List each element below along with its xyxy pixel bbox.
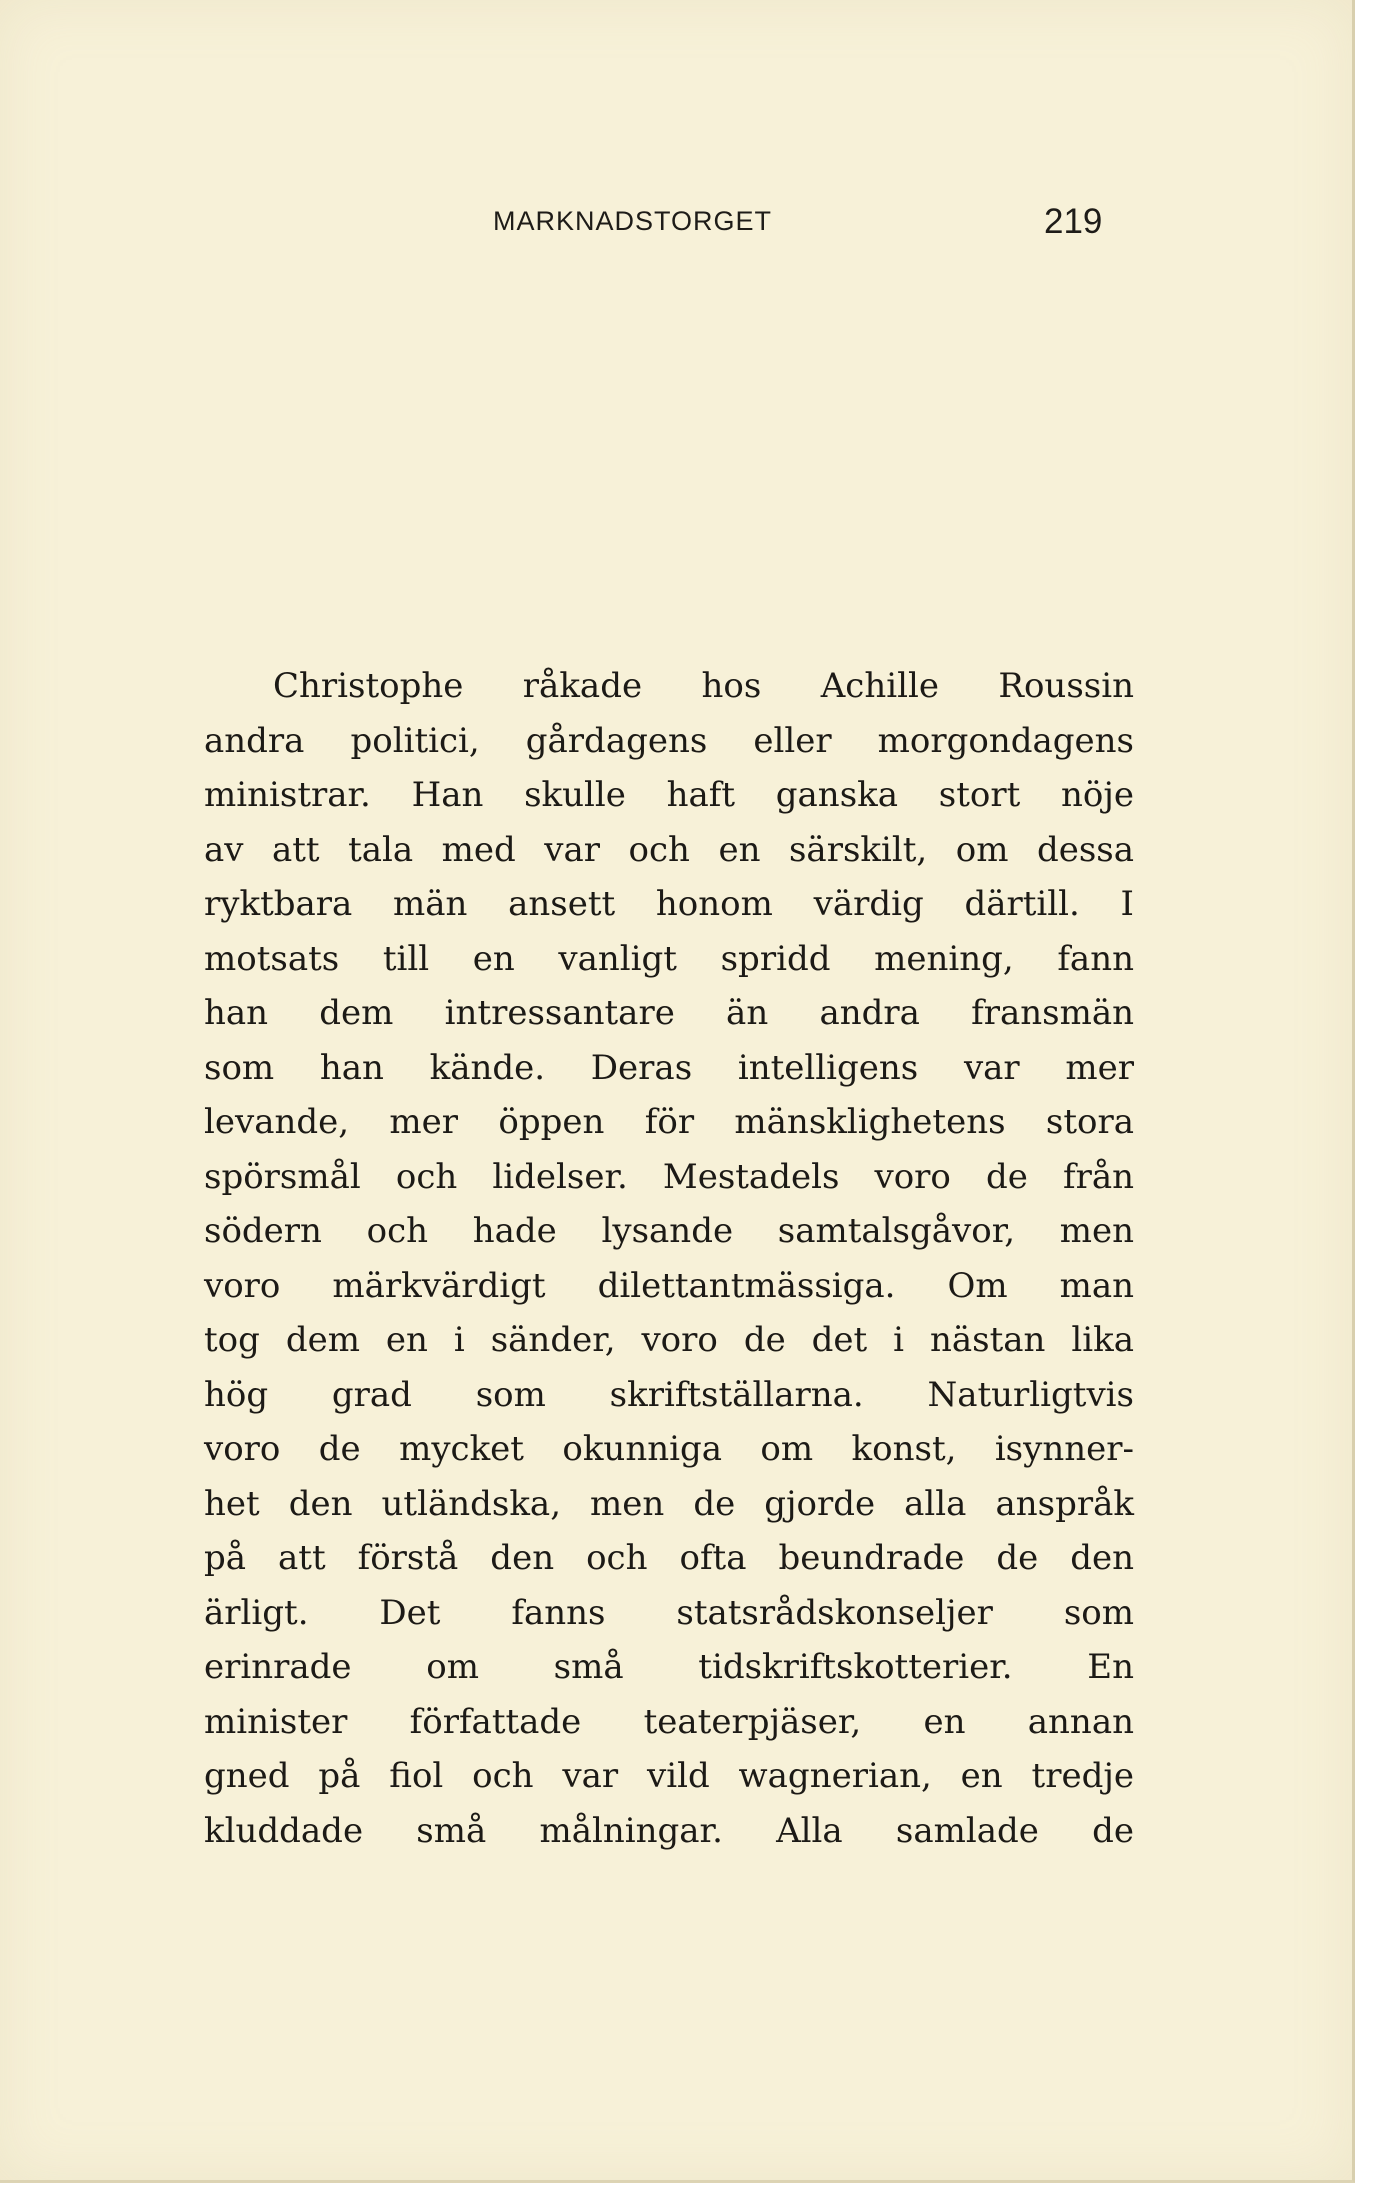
text-line: på att förstå den och ofta beundrade de den: [204, 1538, 1134, 1578]
body-paragraph: [204, 659, 1134, 1858]
text-line: voro märkvärdigt dilettantmässiga. Om man: [204, 1265, 1134, 1306]
text-line: erinrade om små tidskriftskotterier. En: [204, 1647, 1134, 1687]
text-line: motsats till en vanligt spridd mening, fann: [204, 938, 1134, 979]
text-line: het den utländska, men de gjorde alla anspråk: [204, 1483, 1134, 1524]
text-line: han dem intressantare än andra fransmän: [204, 993, 1134, 1033]
text-line: spörsmål och lidelser. Mestadels voro de från: [204, 1156, 1134, 1197]
text-line: andra politici, gårdagens eller morgondagens: [204, 720, 1134, 761]
text-line: Christophe råkade hos Achille Roussin: [273, 666, 1134, 706]
text-line: av att tala med var och en särskilt, om dessa: [204, 829, 1134, 870]
text-line: tog dem en i sänder, voro de det i nästan lika: [204, 1320, 1134, 1360]
text-line: som han kände. Deras intelligens var mer: [204, 1047, 1134, 1088]
running-head: MARKNADSTORGET: [493, 206, 773, 236]
text-line: voro de mycket okunniga om konst, isynner-: [204, 1429, 1134, 1469]
text-line: ärligt. Det fanns statsrådskonseljer som: [204, 1592, 1134, 1633]
text-line: ministrar. Han skulle haft ganska stort nöje: [204, 775, 1134, 815]
text-line: levande, mer öppen för mänsklighetens stora: [204, 1102, 1134, 1142]
text-line: hög grad som skriftställarna. Naturligtvis: [204, 1374, 1134, 1415]
text-line: södern och hade lysande samtalsgåvor, men: [204, 1211, 1134, 1251]
page-number: 219: [1044, 202, 1103, 241]
text-line: ryktbara män ansett honom värdig därtill. I: [204, 884, 1134, 924]
text-line: kluddade små målningar. Alla samlade de: [204, 1810, 1134, 1851]
text-line: gned på fiol och var vild wagnerian, en tredje: [204, 1756, 1134, 1796]
text-line: minister författade teaterpjäser, en annan: [204, 1701, 1134, 1742]
